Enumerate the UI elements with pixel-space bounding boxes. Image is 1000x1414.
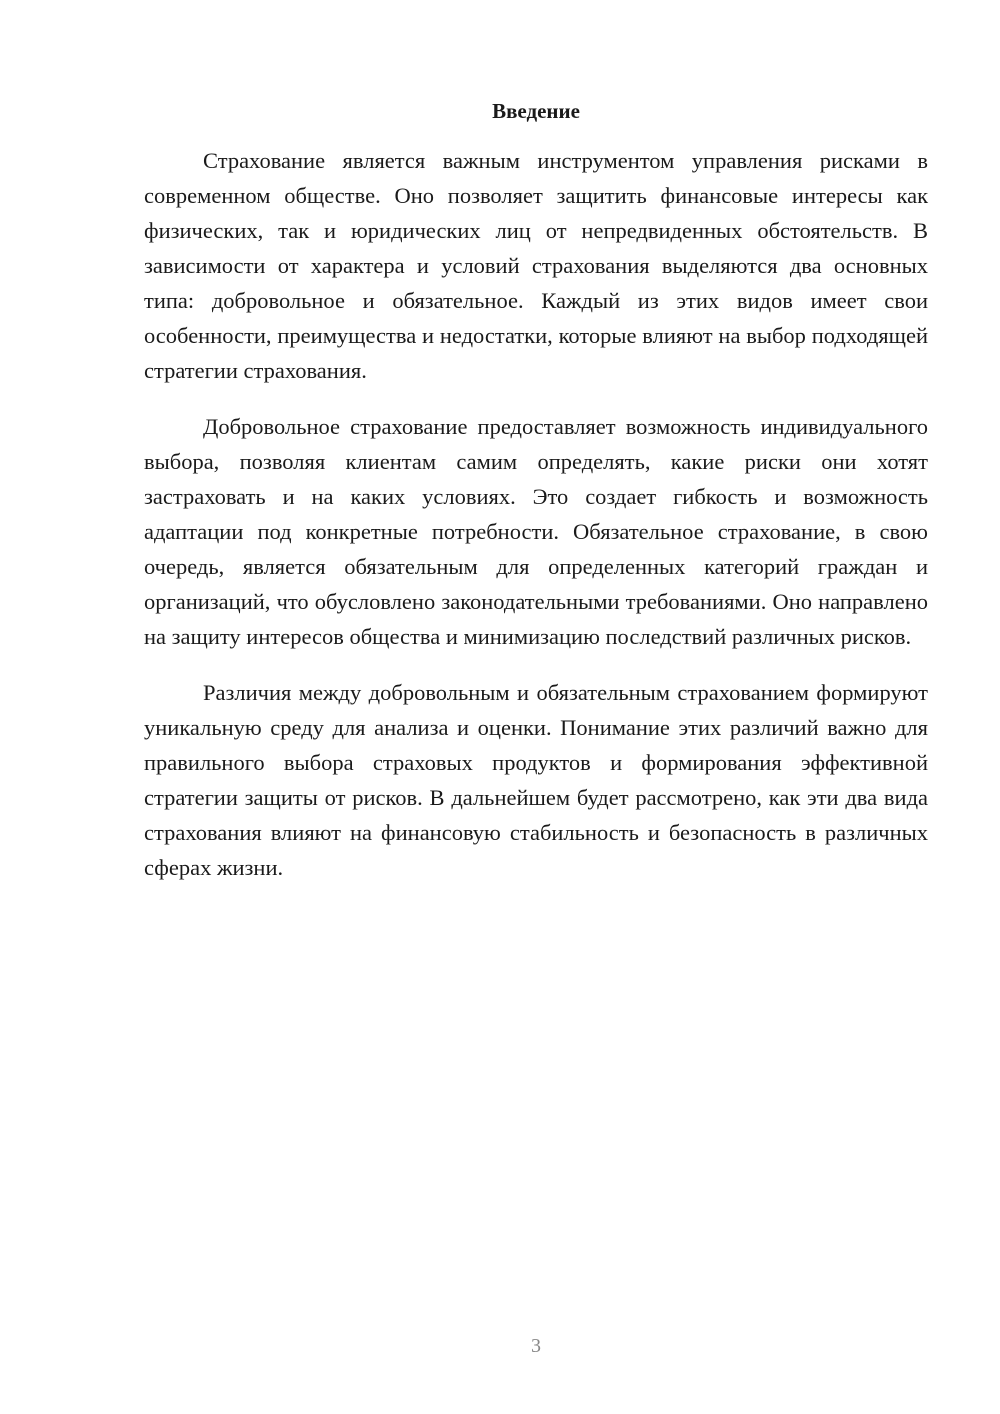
paragraph-2: Добровольное страхование предоставляет возможность индивидуального выбора, позволяя клиентам самим определять, какие риски они хотят застраховать и на каких условиях. Это создает гибкость и возможность адаптации под конкретные потребности. Обязательное страхование, в свою очередь, является обязательным для определенных категорий граждан и организаций, что обусловлено законодательными требованиями. Оно направлено на защиту интересов общества и минимизацию последствий различных рисков.: [144, 414, 928, 649]
paragraph-1: Страхование является важным инструментом управления рисками в современном обществе. Оно позволяет защитить финансовые интересы как физических, так и юридических лиц от непредвиденных обстоятельств. В зависимости от характера и условий страхования выделяются два основных типа: добровольное и обязательное. Каждый из этих видов имеет свои особенности, преимущества и недостатки, которые влияют на выбор подходящей стратегии страхования.: [144, 148, 928, 383]
page-heading: Введение: [492, 99, 580, 123]
page-number: 3: [531, 1335, 541, 1357]
body-text: [144, 143, 928, 885]
paragraph-3: Различия между добровольным и обязательным страхованием формируют уникальную среду для анализа и оценки. Понимание этих различий важно для правильного выбора страховых продуктов и формирования эффективной стратегии защиты от рисков. В дальнейшем будет рассмотрено, как эти два вида страхования влияют на финансовую стабильность и безопасность в различных сферах жизни.: [144, 680, 928, 880]
